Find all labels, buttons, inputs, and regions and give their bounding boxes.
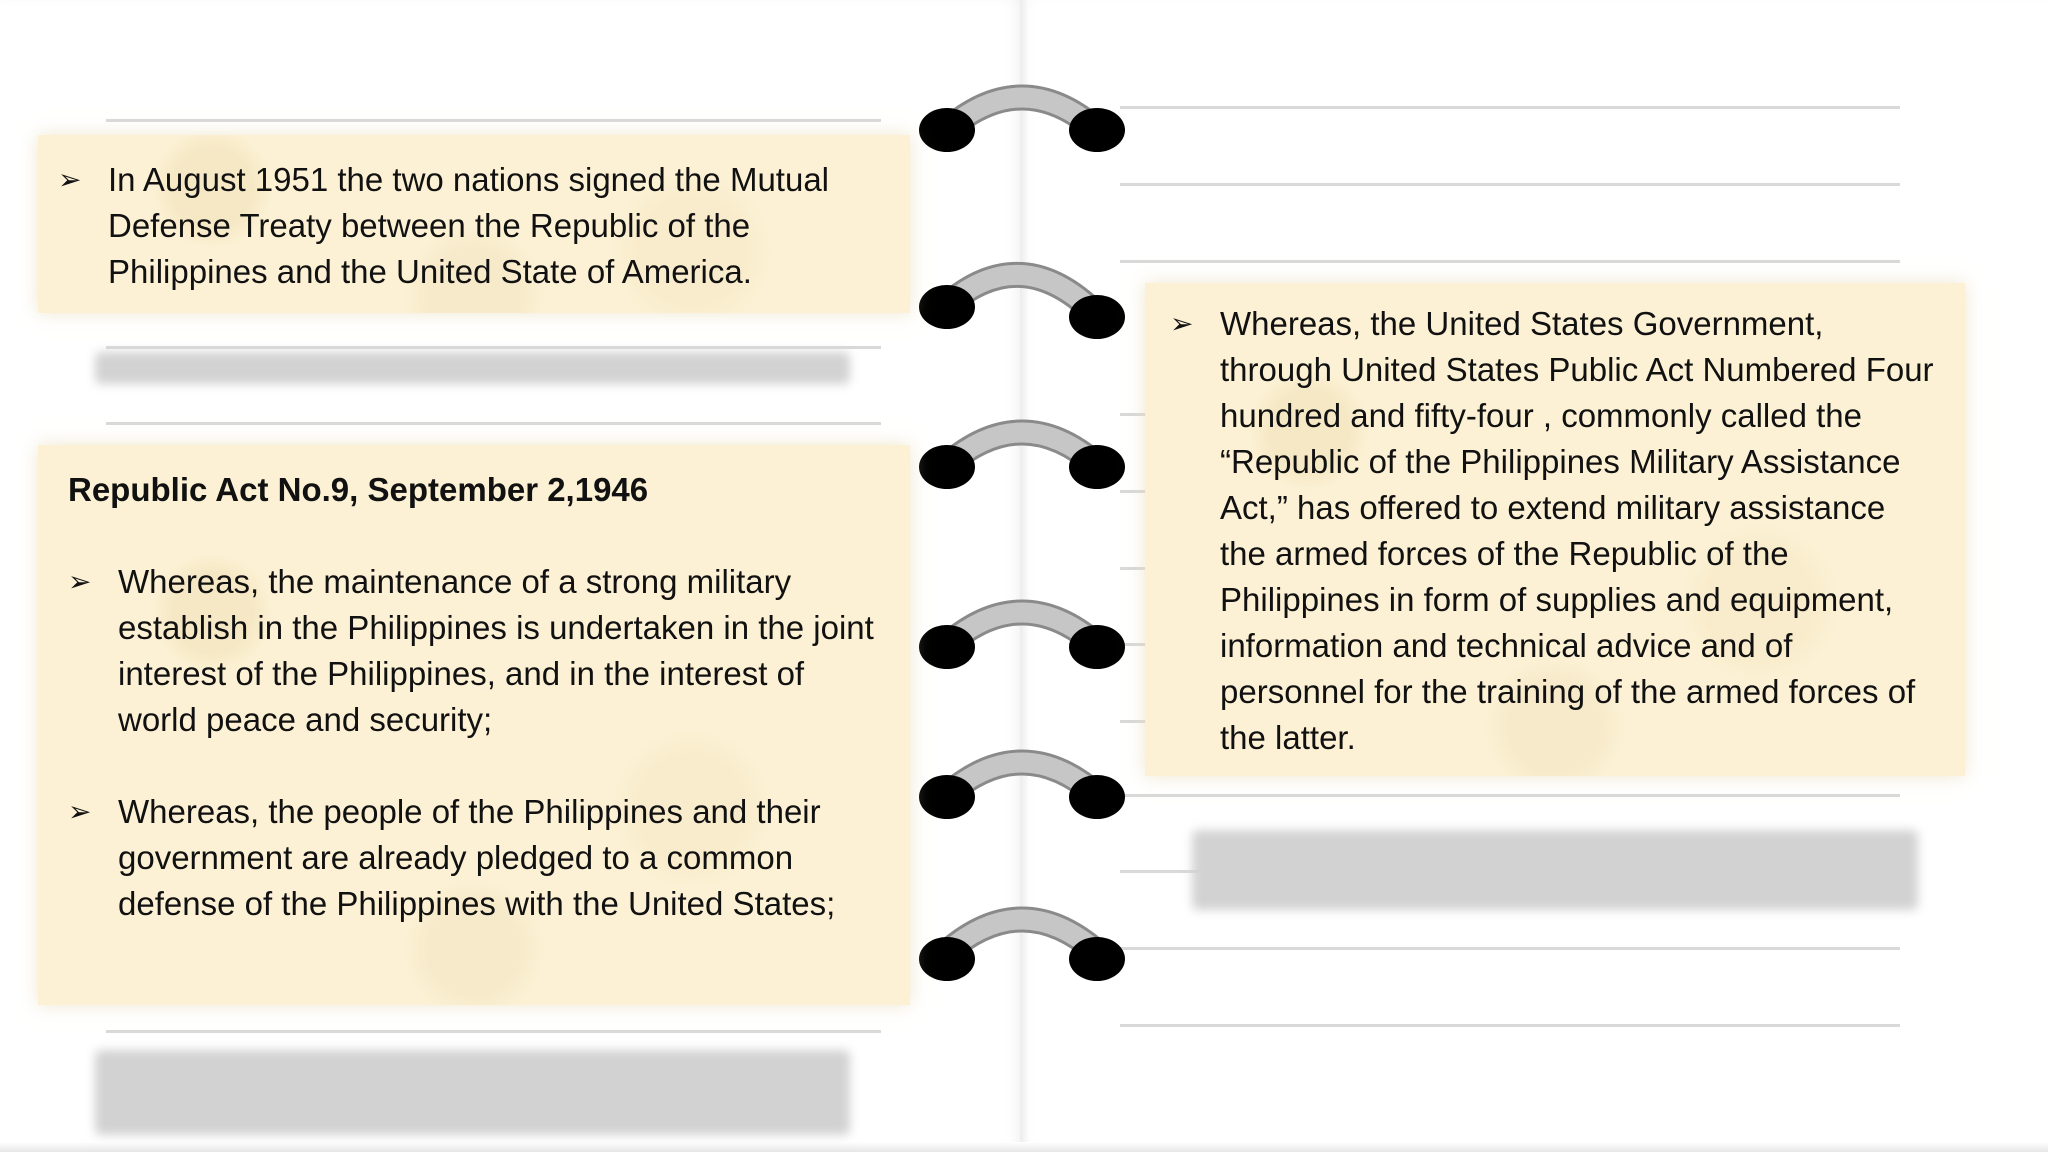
treaty-note bbox=[38, 135, 910, 313]
binder-ring-icon bbox=[912, 745, 1132, 825]
arrowhead-bullet-icon: ➢ bbox=[68, 796, 92, 827]
ruled-line bbox=[106, 422, 881, 425]
notebook-bottom-edge bbox=[0, 1142, 2048, 1152]
blurred-placeholder-bar bbox=[95, 352, 850, 384]
blurred-placeholder-bar bbox=[95, 1050, 850, 1135]
ruled-line bbox=[1120, 794, 1900, 797]
assistance-bullet bbox=[1170, 301, 1937, 761]
ruled-line bbox=[1120, 947, 1900, 950]
binder-ring-icon bbox=[912, 595, 1132, 675]
republic-act-item bbox=[68, 789, 890, 927]
republic-act-heading: Republic Act No.9, September 2,1946 bbox=[68, 471, 649, 508]
binder-ring-icon bbox=[912, 75, 1132, 155]
arrowhead-bullet-icon: ➢ bbox=[68, 566, 92, 597]
republic-act-item-text: Whereas, the people of the Philippines and their government are already pledged to a common defense of the Philippines with the United States; bbox=[118, 793, 836, 922]
ruled-line bbox=[106, 119, 881, 122]
ruled-line bbox=[1120, 183, 1900, 186]
treaty-bullet bbox=[58, 157, 890, 295]
ruled-line bbox=[1120, 260, 1900, 263]
ruled-line bbox=[106, 346, 881, 349]
arrowhead-bullet-icon: ➢ bbox=[1170, 308, 1194, 339]
republic-act-item bbox=[68, 559, 890, 743]
ruled-line bbox=[1120, 1024, 1900, 1027]
assistance-text: Whereas, the United States Government, through United States Public Act Numbered Four hundred and fifty-four , commonly called the “Republic of the Philippines Military Assistance Act,” has offered to extend military assistance the armed forces of the Republic of the Philippines in form of supplies and equipment, information and technical advice and of personnel for the training of the armed forces of the latter. bbox=[1220, 305, 1934, 756]
assistance-note bbox=[1145, 283, 1965, 776]
binder-ring-icon bbox=[912, 260, 1132, 340]
binder-ring-icon bbox=[912, 415, 1132, 495]
ruled-line bbox=[106, 1030, 881, 1033]
republic-act-item-text: Whereas, the maintenance of a strong military establish in the Philippines is undertaken in the joint interest of the Philippines, and in the interest of world peace and security; bbox=[118, 563, 874, 738]
arrowhead-bullet-icon: ➢ bbox=[58, 164, 82, 195]
binder-ring-icon bbox=[912, 902, 1132, 982]
treaty-text: In August 1951 the two nations signed the Mutual Defense Treaty between the Republic of the Philippines and the United State of America. bbox=[108, 161, 830, 290]
republic-act-note bbox=[38, 445, 910, 1005]
ruled-line bbox=[1120, 106, 1900, 109]
blurred-placeholder-bar bbox=[1192, 830, 1918, 910]
